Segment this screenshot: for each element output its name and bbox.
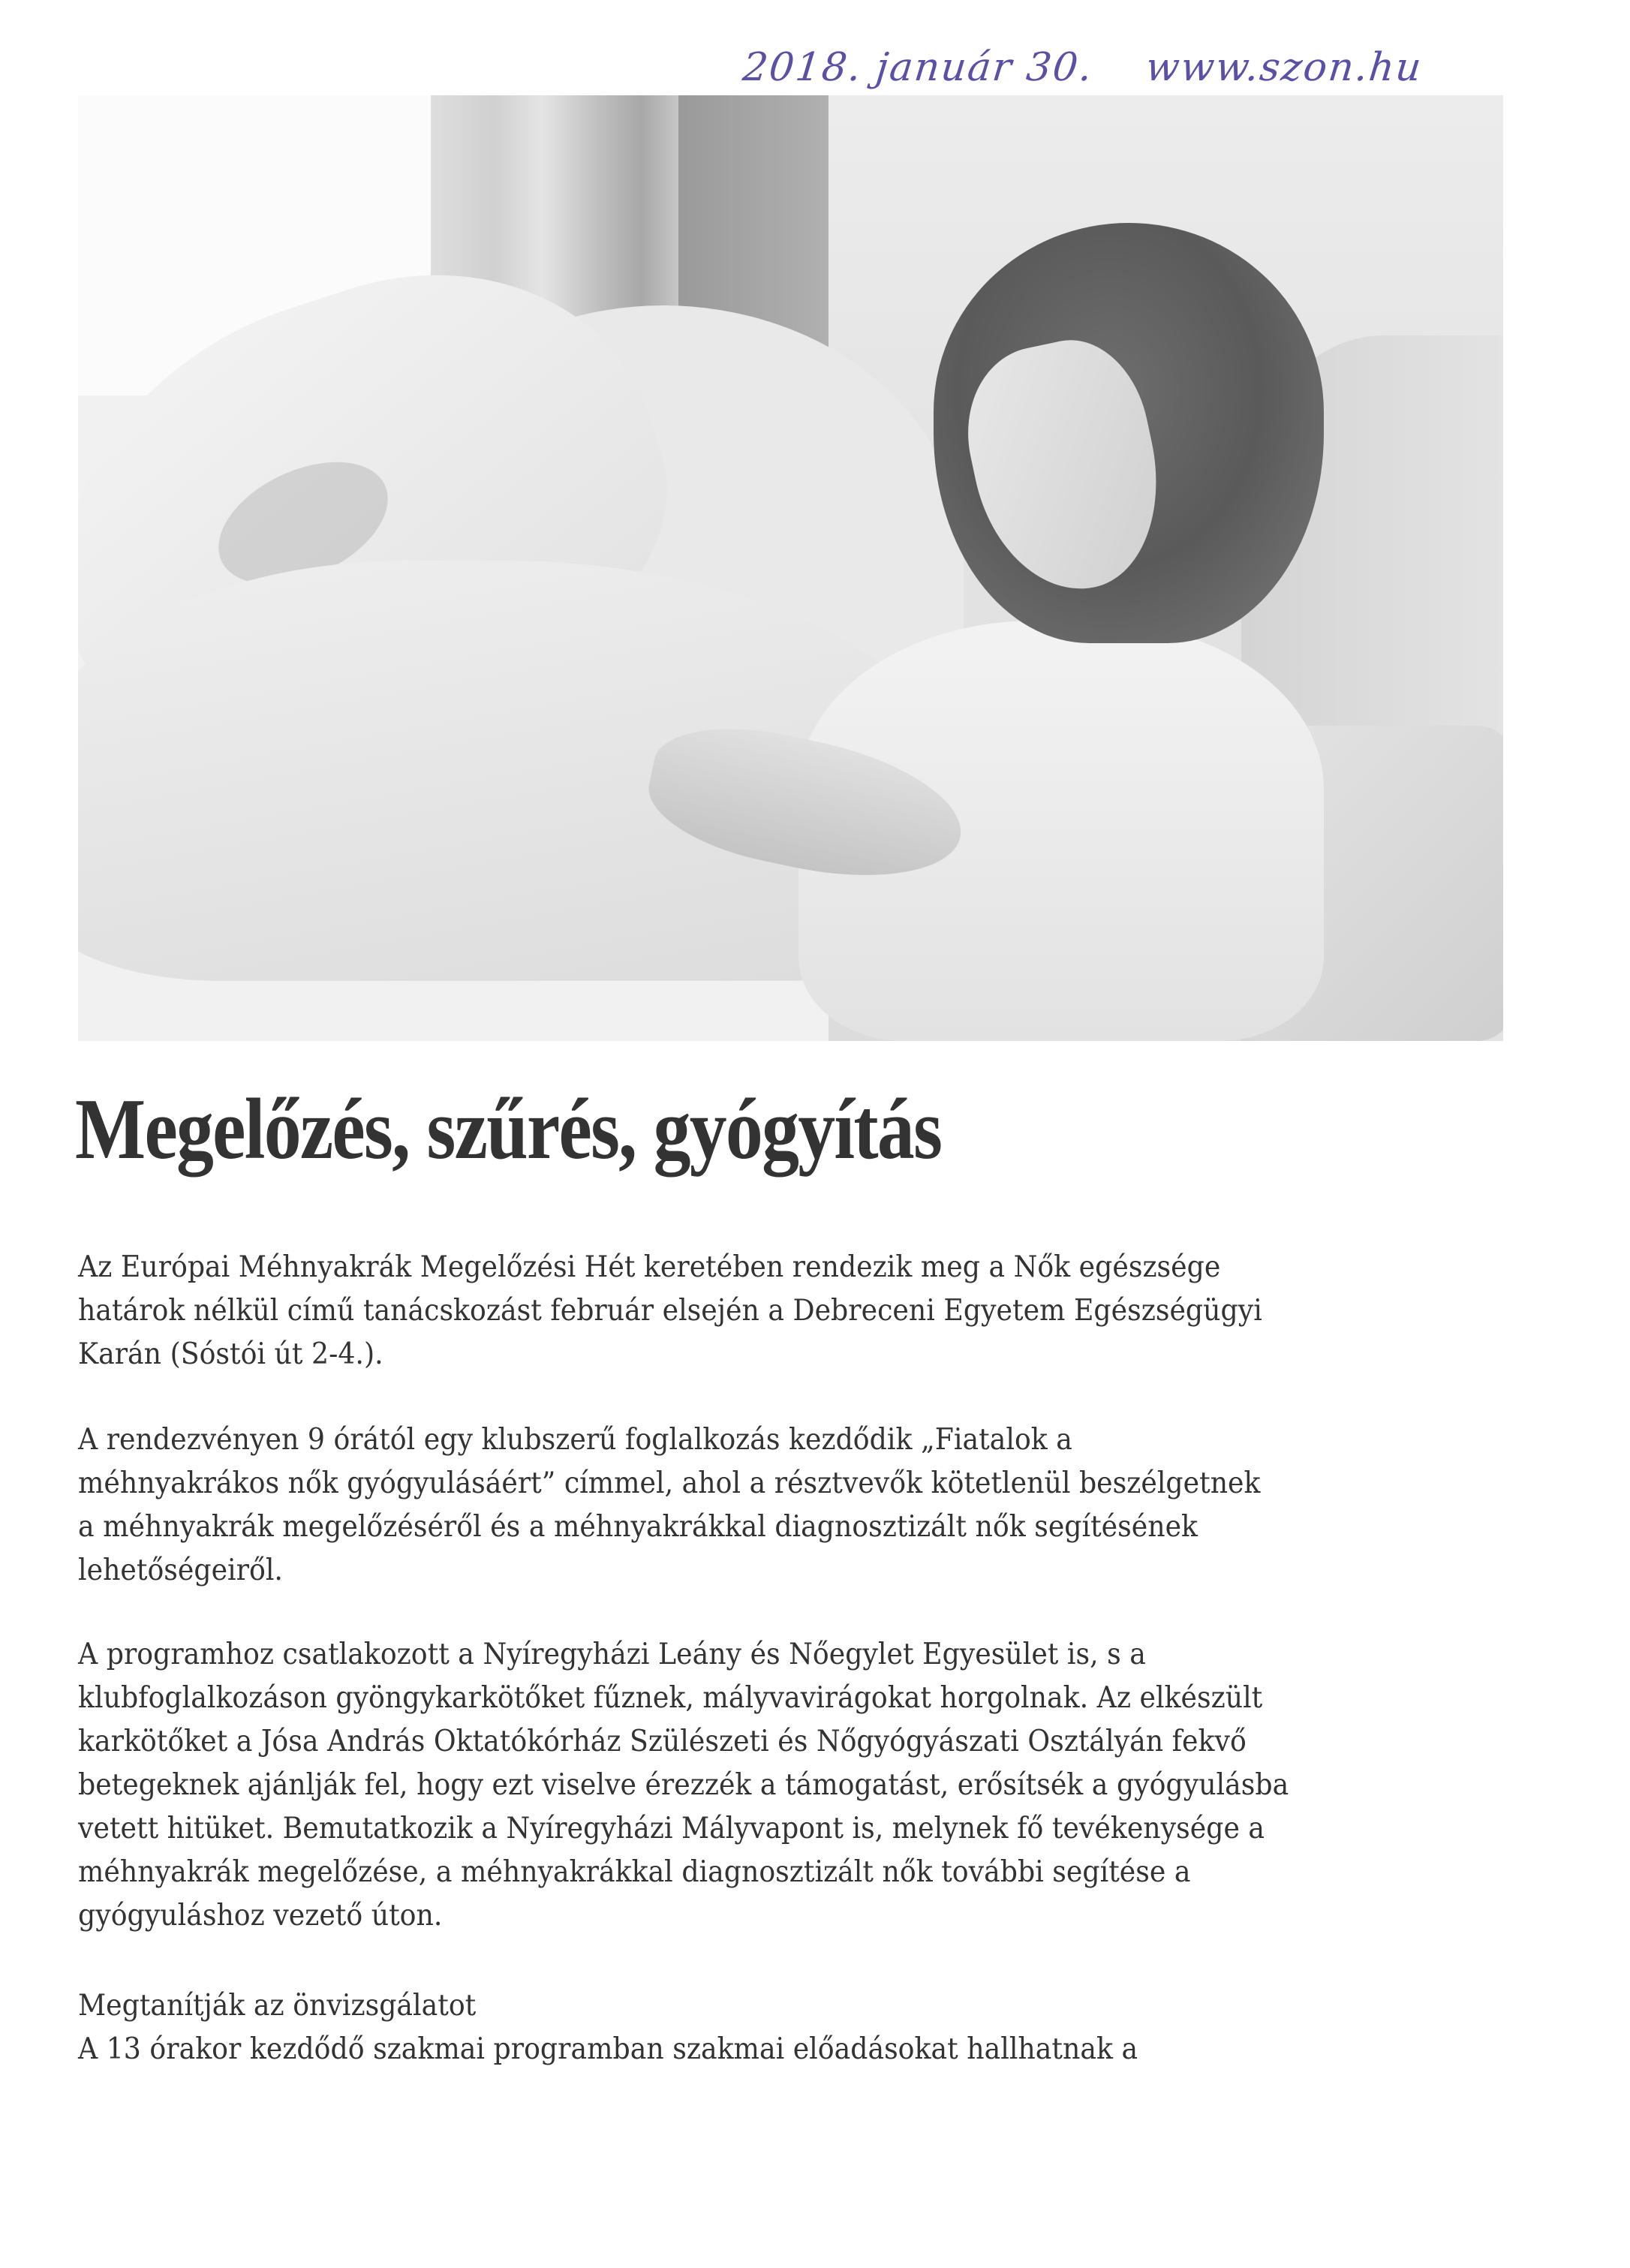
paragraph-line: betegeknek ajánlják fel, hogy ezt viselve érezzék a támogatást, erősítsék a gyógyulásba (78, 1768, 1289, 1802)
paragraph-line: a méhnyakrák megelőzéséről és a méhnyakrákkal diagnosztizált nők segítésének (78, 1510, 1198, 1544)
paragraph-line: karkötőket a Jósa András Oktatókórház Szülészeti és Nőgyógyászati Osztályán fekvő (78, 1725, 1247, 1758)
paragraph-line: gyógyuláshoz vezető úton. (78, 1899, 443, 1933)
article-photo (78, 95, 1503, 1041)
paragraph-1 (78, 1246, 1504, 1376)
paragraph-line: A 13 órakor kezdődő szakmai programban szakmai előadásokat hallhatnak a (78, 2032, 1138, 2066)
article-headline: Megelőzés, szűrés, gyógyítás (75, 1081, 942, 1178)
paragraph-3 (78, 1633, 1504, 1938)
paragraph-line: méhnyakrák megelőzése, a méhnyakrákkal diagnosztizált nők további segítése a (78, 1855, 1191, 1889)
section-subheading: Megtanítják az önvizsgálatot (78, 1989, 477, 2023)
handwritten-date: 2018. január 30. (740, 45, 1096, 90)
paragraph-line: lehetőségeiről. (78, 1554, 283, 1587)
paragraph-line: méhnyakrákos nők gyógyulásáért” címmel, ahol a résztvevők kötetlenül beszélgetnek (78, 1466, 1261, 1500)
paragraph-2 (78, 1418, 1504, 1593)
paragraph-line: A programhoz csatlakozott a Nyíregyházi Leány és Nőegylet Egyesület is, s a (78, 1638, 1146, 1671)
paragraph-line: A rendezvényen 9 órától egy klubszerű foglalkozás kezdődik „Fiatalok a (78, 1423, 1072, 1457)
article-body (78, 1246, 1504, 2071)
handwritten-source-url: www.szon.hu (1143, 45, 1425, 90)
handwritten-annotation (740, 30, 1425, 90)
paragraph-line: klubfoglalkozáson gyöngykarkötőket fűznek, mályvavirágokat horgolnak. Az elkészült (78, 1681, 1263, 1715)
paragraph-line: Karán (Sóstói út 2-4.). (78, 1337, 383, 1371)
paragraph-line: határok nélkül című tanácskozást február elsején a Debreceni Egyetem Egészségügyi (78, 1294, 1262, 1328)
paragraph-line: vetett hitüket. Bemutatkozik a Nyíregyházi Mályvapont is, melynek fő tevékenysége a (78, 1812, 1265, 1845)
paragraph-line: Az Európai Méhnyakrák Megelőzési Hét keretében rendezik meg a Nők egészsége (78, 1250, 1221, 1284)
